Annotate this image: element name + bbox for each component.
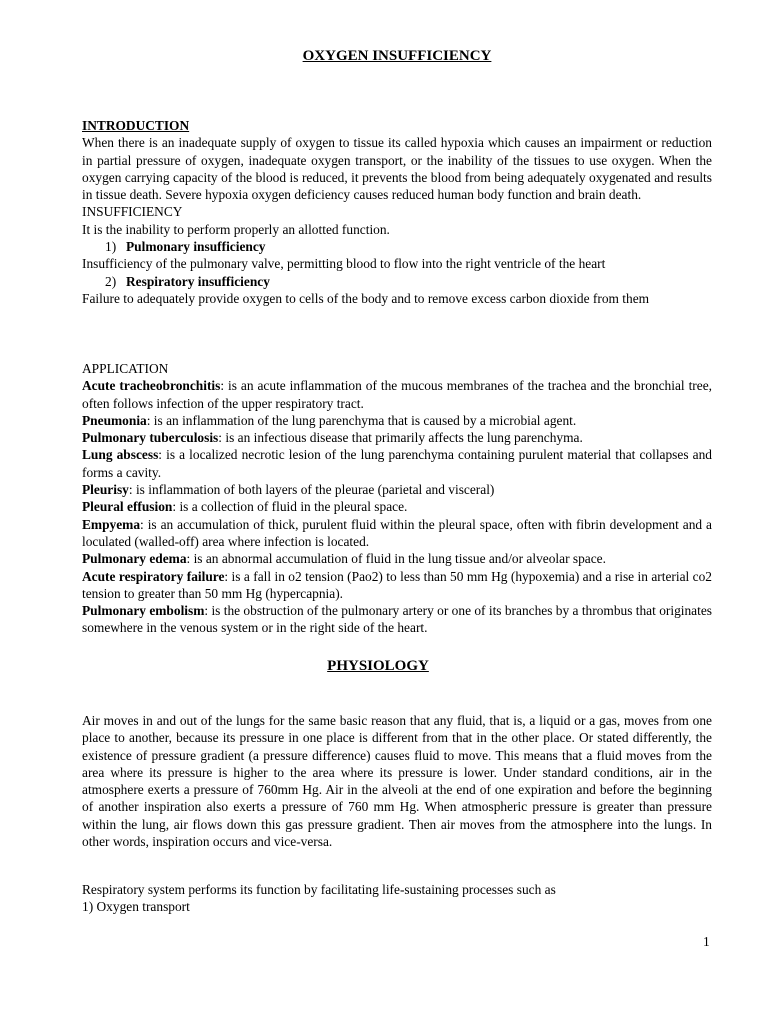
definition: : is an inflammation of the lung parenchyma that is caused by a microbial agent. bbox=[146, 412, 577, 428]
list-label: Pulmonary insufficiency bbox=[126, 239, 266, 255]
application-entry bbox=[82, 550, 712, 567]
application-entry bbox=[82, 377, 712, 412]
definition: : is a collection of fluid in the pleural space. bbox=[172, 499, 408, 515]
term: Acute respiratory failure bbox=[82, 568, 225, 584]
insufficiency-heading: INSUFFICIENCY bbox=[82, 204, 183, 220]
application-entry bbox=[82, 481, 712, 498]
list-item bbox=[82, 273, 712, 290]
application-entry bbox=[82, 568, 712, 603]
list-number: 2) bbox=[105, 273, 117, 289]
respiratory-paragraph: Respiratory system performs its function by facilitating life-sustaining processes such as bbox=[82, 882, 556, 897]
term: Acute tracheobronchitis bbox=[82, 378, 221, 394]
physiology-heading: PHYSIOLOGY bbox=[327, 658, 429, 674]
physiology-paragraph: Air moves in and out of the lungs for the same basic reason that any fluid, that is, a liquid or a gas, moves from one place to another, because its pressure in one place is different from that in the other place. Or stated differently, the existence of pressure gradient (a pressure difference) causes fluid to move. This means that a fluid moves from the area where its pressure is higher to the area where its pressure is lower. Under standard conditions, air in the atmosphere exerts a pressure of 760mm Hg. Air in the alveoli at the end of one expiration and before the beginning of another inspiration also exerts a pressure of 760 mm Hg. When atmospheric pressure is greater than pressure within the lung, air flows down this gas pressure gradient. Then air moves from the atmosphere into the lungs. In other words, inspiration occurs and vice-versa. bbox=[82, 713, 712, 850]
intro-section bbox=[82, 117, 712, 307]
application-entry bbox=[82, 516, 712, 551]
definition: : is a fall in o2 tension (Pao2) to less than 50 mm Hg (hypoxemia) and a rise in arterial co2 tension to greater than 50 mm Hg (hypercapnia). bbox=[82, 568, 712, 601]
intro-heading: INTRODUCTION bbox=[82, 118, 190, 133]
definition: : is an infectious disease that primarily affects the lung parenchyma. bbox=[218, 430, 583, 446]
list-item bbox=[82, 238, 712, 255]
definition: : is an abnormal accumulation of fluid in the lung tissue and/or alveolar space. bbox=[186, 551, 606, 567]
respiratory-list-item: 1) Oxygen transport bbox=[82, 899, 190, 914]
list-label: Respiratory insufficiency bbox=[126, 273, 270, 289]
list-description: Insufficiency of the pulmonary valve, permitting blood to flow into the right ventricle of the heart bbox=[82, 256, 606, 272]
definition: : is a localized necrotic lesion of the lung parenchyma containing purulent material that collapses and forms a cavity. bbox=[82, 447, 712, 480]
application-entry bbox=[82, 602, 712, 637]
application-entry bbox=[82, 498, 712, 515]
term: Pleurisy bbox=[82, 482, 129, 498]
list-description: Failure to adequately provide oxygen to cells of the body and to remove excess carbon dioxide from them bbox=[82, 290, 650, 306]
application-section bbox=[82, 360, 712, 637]
application-entry bbox=[82, 429, 712, 446]
definition: : is an acute inflammation of the mucous membranes of the trachea and the bronchial tree, often follows infection of the upper respiratory tract. bbox=[82, 378, 712, 411]
definition: : is an accumulation of thick, purulent fluid within the pleural space, often with fibrin development and a loculated (walled-off) area where infection is located. bbox=[82, 516, 712, 549]
term: Pneumonia bbox=[82, 412, 147, 428]
application-entry bbox=[82, 412, 712, 429]
term: Pleural effusion bbox=[82, 499, 173, 515]
insufficiency-definition: It is the inability to perform properly an allotted function. bbox=[82, 221, 390, 237]
term: Pulmonary tuberculosis bbox=[82, 430, 219, 446]
term: Lung abscess bbox=[82, 447, 159, 463]
definition: : is inflammation of both layers of the pleurae (parietal and visceral) bbox=[128, 482, 495, 498]
definition: : is the obstruction of the pulmonary artery or one of its branches by a thrombus that originates somewhere in the venous system or in the right side of the heart. bbox=[82, 603, 712, 636]
term: Pulmonary embolism bbox=[82, 603, 205, 619]
term: Pulmonary edema bbox=[82, 551, 187, 567]
application-heading: APPLICATION bbox=[82, 361, 169, 376]
document-title: OXYGEN INSUFFICIENCY bbox=[302, 48, 492, 64]
term: Empyema bbox=[82, 516, 141, 532]
intro-paragraph: When there is an inadequate supply of oxygen to tissue its called hypoxia which causes an impairment or reduction in partial pressure of oxygen, inadequate oxygen transport, or the inability of the tissues to use oxygen. When the oxygen carrying capacity of the blood is reduced, it prevents the blood from being adequately oxygenated and results in tissue death. Severe hypoxia oxygen deficiency causes reduced human body function and brain death. bbox=[82, 135, 712, 203]
list-number: 1) bbox=[105, 239, 117, 255]
page-number: 1 bbox=[703, 934, 710, 949]
application-entry bbox=[82, 446, 712, 481]
